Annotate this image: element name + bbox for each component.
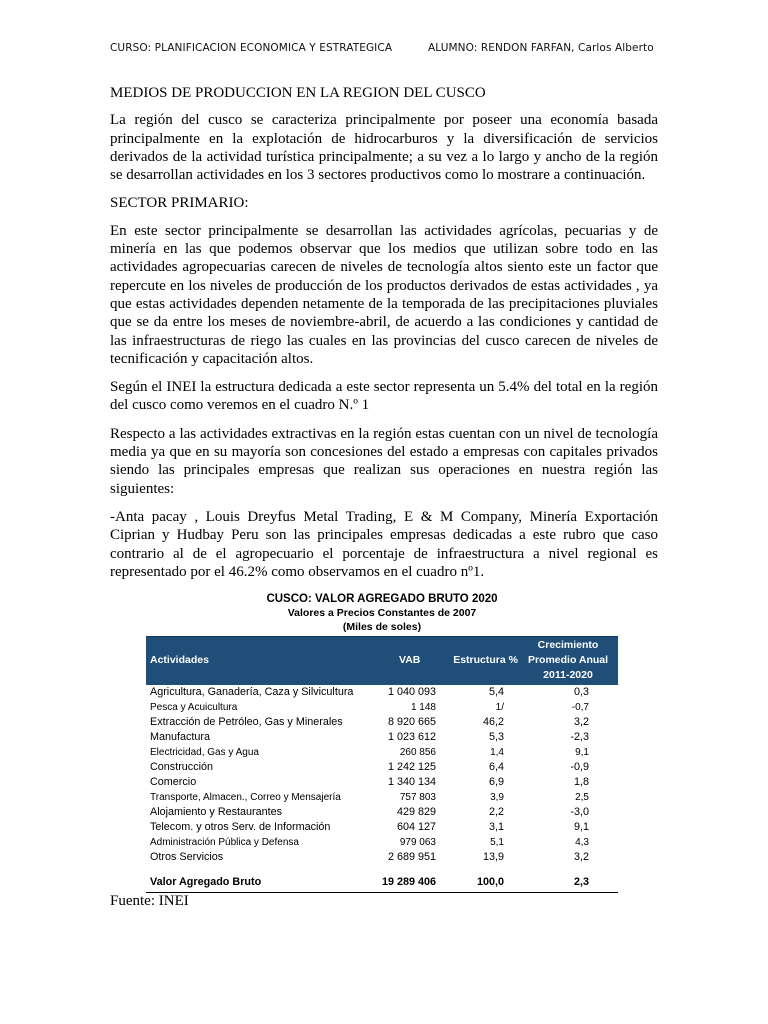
table-header [146, 636, 618, 685]
cell-vab: 604 127 [396, 821, 436, 833]
table-row [146, 745, 618, 760]
table-row [146, 760, 618, 775]
cell-growth: 4,3 [575, 837, 589, 848]
table-rows [146, 685, 618, 893]
cell-vab: 260 856 [399, 747, 436, 758]
cell-structure: 1/ [495, 702, 504, 713]
paragraph-inei: Según el INEI la estructura dedicada a este sector representa un 5.4% del total en la región del cusco como veremos en el cuadro N.º 1 [110, 379, 658, 414]
cell-structure: 3,9 [490, 792, 504, 803]
growth-header-line2: Promedio Anual [527, 654, 609, 666]
cell-activity: Electricidad, Gas y Agua [150, 747, 259, 758]
table-subtitle: Valores a Precios Constantes de 2007 [287, 607, 477, 619]
student-label: ALUMNO: RENDON FARFAN, Carlos Alberto [428, 42, 654, 54]
cell-vab: 8 920 665 [387, 716, 436, 728]
column-header-growth [524, 638, 612, 683]
cell-structure: 6,4 [488, 761, 504, 773]
column-header-vab: VAB [399, 654, 421, 666]
cell-structure: 46,2 [482, 716, 504, 728]
paragraph-companies: -Anta pacay , Louis Dreyfus Metal Trading, E & M Company, Minería Exportación Ciprian y Hudbay Peru son las principales empresas dedicadas a este rubro que caso contrario al de el agropecuario el porcentaje de infraestructura a nivel regional es representado por el 46.2% como observamos en el cuadro nº1. [110, 508, 658, 580]
cell-total-structure: 100,0 [476, 876, 504, 888]
course-label: CURSO: PLANIFICACION ECONOMICA Y ESTRATEGICA [110, 42, 393, 54]
table-row [146, 805, 618, 820]
table-bottom-rule [146, 892, 618, 893]
table-title: CUSCO: VALOR AGREGADO BRUTO 2020 [266, 593, 498, 605]
document-body [110, 84, 658, 591]
cell-vab: 979 063 [399, 837, 436, 848]
section-heading-primary: SECTOR PRIMARIO: [110, 195, 249, 212]
table-row [146, 700, 618, 715]
cell-activity: Extracción de Petróleo, Gas y Minerales [150, 716, 343, 728]
cell-activity: Manufactura [150, 731, 211, 743]
table-row [146, 685, 618, 700]
cell-vab: 2 689 951 [387, 851, 436, 863]
cell-activity: Construcción [150, 761, 214, 773]
table-row [146, 790, 618, 805]
cell-growth: 3,2 [573, 851, 589, 863]
paragraph-extractive: Respecto a las actividades extractivas en la región estas cuentan con un nivel de tecnología media ya que en su mayoría son concesiones del estado a empresas con capitales privados siendo las principales empresas que realizan sus operaciones en nuestra región las siguientes: [110, 425, 658, 497]
cell-growth: -2,3 [570, 731, 589, 743]
cell-vab: 429 829 [396, 806, 436, 818]
cell-growth: -3,0 [570, 806, 589, 818]
source-note: Fuente: INEI [110, 893, 189, 909]
table-row [146, 715, 618, 730]
intro-paragraph: La región del cusco se caracteriza principalmente por poseer una economía basada principalmente en la explotación de hidrocarburos y la diversificación de servicios derivados de la actividad turística principalmente; a su vez a lo largo y ancho de la región se desarrollan actividades en los 3 sectores productivos como lo mostrare a continuación. [110, 112, 658, 184]
cell-activity: Telecom. y otros Serv. de Información [150, 821, 331, 833]
cell-activity: Otros Servicios [150, 851, 224, 863]
cell-total-activity: Valor Agregado Bruto [150, 876, 262, 888]
growth-header-line1: Crecimiento [537, 639, 599, 651]
document-title: MEDIOS DE PRODUCCION EN LA REGION DEL CUSCO [110, 85, 486, 101]
cell-structure: 2,2 [488, 806, 504, 818]
cell-growth: 1,8 [573, 776, 589, 788]
cell-activity: Pesca y Acuicultura [150, 702, 238, 713]
cell-growth: 0,3 [573, 686, 589, 698]
column-header-activity: Actividades [150, 654, 209, 666]
cell-vab: 1 148 [410, 702, 436, 713]
table-total-row [146, 875, 618, 890]
table-row [146, 775, 618, 790]
cell-activity: Alojamiento y Restaurantes [150, 806, 283, 818]
cell-activity: Transporte, Almacen., Correo y Mensajería [150, 792, 341, 803]
cell-structure: 1,4 [490, 747, 504, 758]
cell-vab: 1 340 134 [387, 776, 436, 788]
cell-activity: Administración Pública y Defensa [150, 837, 299, 848]
cell-vab: 1 242 125 [387, 761, 436, 773]
column-header-structure: Estructura % [453, 654, 518, 666]
table-row [146, 730, 618, 745]
growth-header-line3: 2011-2020 [543, 669, 593, 681]
cell-activity: Agricultura, Ganadería, Caza y Silvicultura [150, 686, 354, 698]
cell-growth: -0,7 [571, 702, 589, 713]
cell-growth: -0,9 [570, 761, 589, 773]
cell-growth: 2,5 [575, 792, 589, 803]
table-row [146, 820, 618, 835]
cell-vab: 1 040 093 [387, 686, 436, 698]
cell-vab: 757 803 [399, 792, 436, 803]
cell-structure: 5,3 [488, 731, 504, 743]
table-units: (Miles de soles) [342, 621, 422, 633]
cell-vab: 1 023 612 [387, 731, 436, 743]
cell-total-vab: 19 289 406 [381, 876, 436, 888]
table-row [146, 835, 618, 850]
cell-growth: 9,1 [573, 821, 589, 833]
cell-structure: 6,9 [488, 776, 504, 788]
cell-structure: 5,1 [490, 837, 504, 848]
cell-total-growth: 2,3 [573, 876, 589, 888]
paragraph-primary-sector: En este sector principalmente se desarrollan las actividades agrícolas, pecuarias y de minería en las que podemos observar que los medios que utilizan sobre todo en las actividades agropecuarias carecen de niveles de tecnología altos siento este un factor que repercute en los niveles de producción de los productos derivados de estas actividades , ya que estas actividades dependen netamente de la temporada de las precipitaciones pluviales que se da entre los meses de noviembre-abril, de acuerdo a las condiciones y cantidad de las infraestructuras de riego las cuales en las provincias del cusco carecen de niveles de tecnificación y capacitación altos. [110, 222, 658, 367]
table-row [146, 850, 618, 865]
cell-activity: Comercio [150, 776, 197, 788]
cell-structure: 13,9 [482, 851, 504, 863]
cell-growth: 9,1 [575, 747, 589, 758]
vab-table [146, 592, 618, 893]
cell-growth: 3,2 [573, 716, 589, 728]
cell-structure: 5,4 [488, 686, 504, 698]
cell-structure: 3,1 [488, 821, 504, 833]
